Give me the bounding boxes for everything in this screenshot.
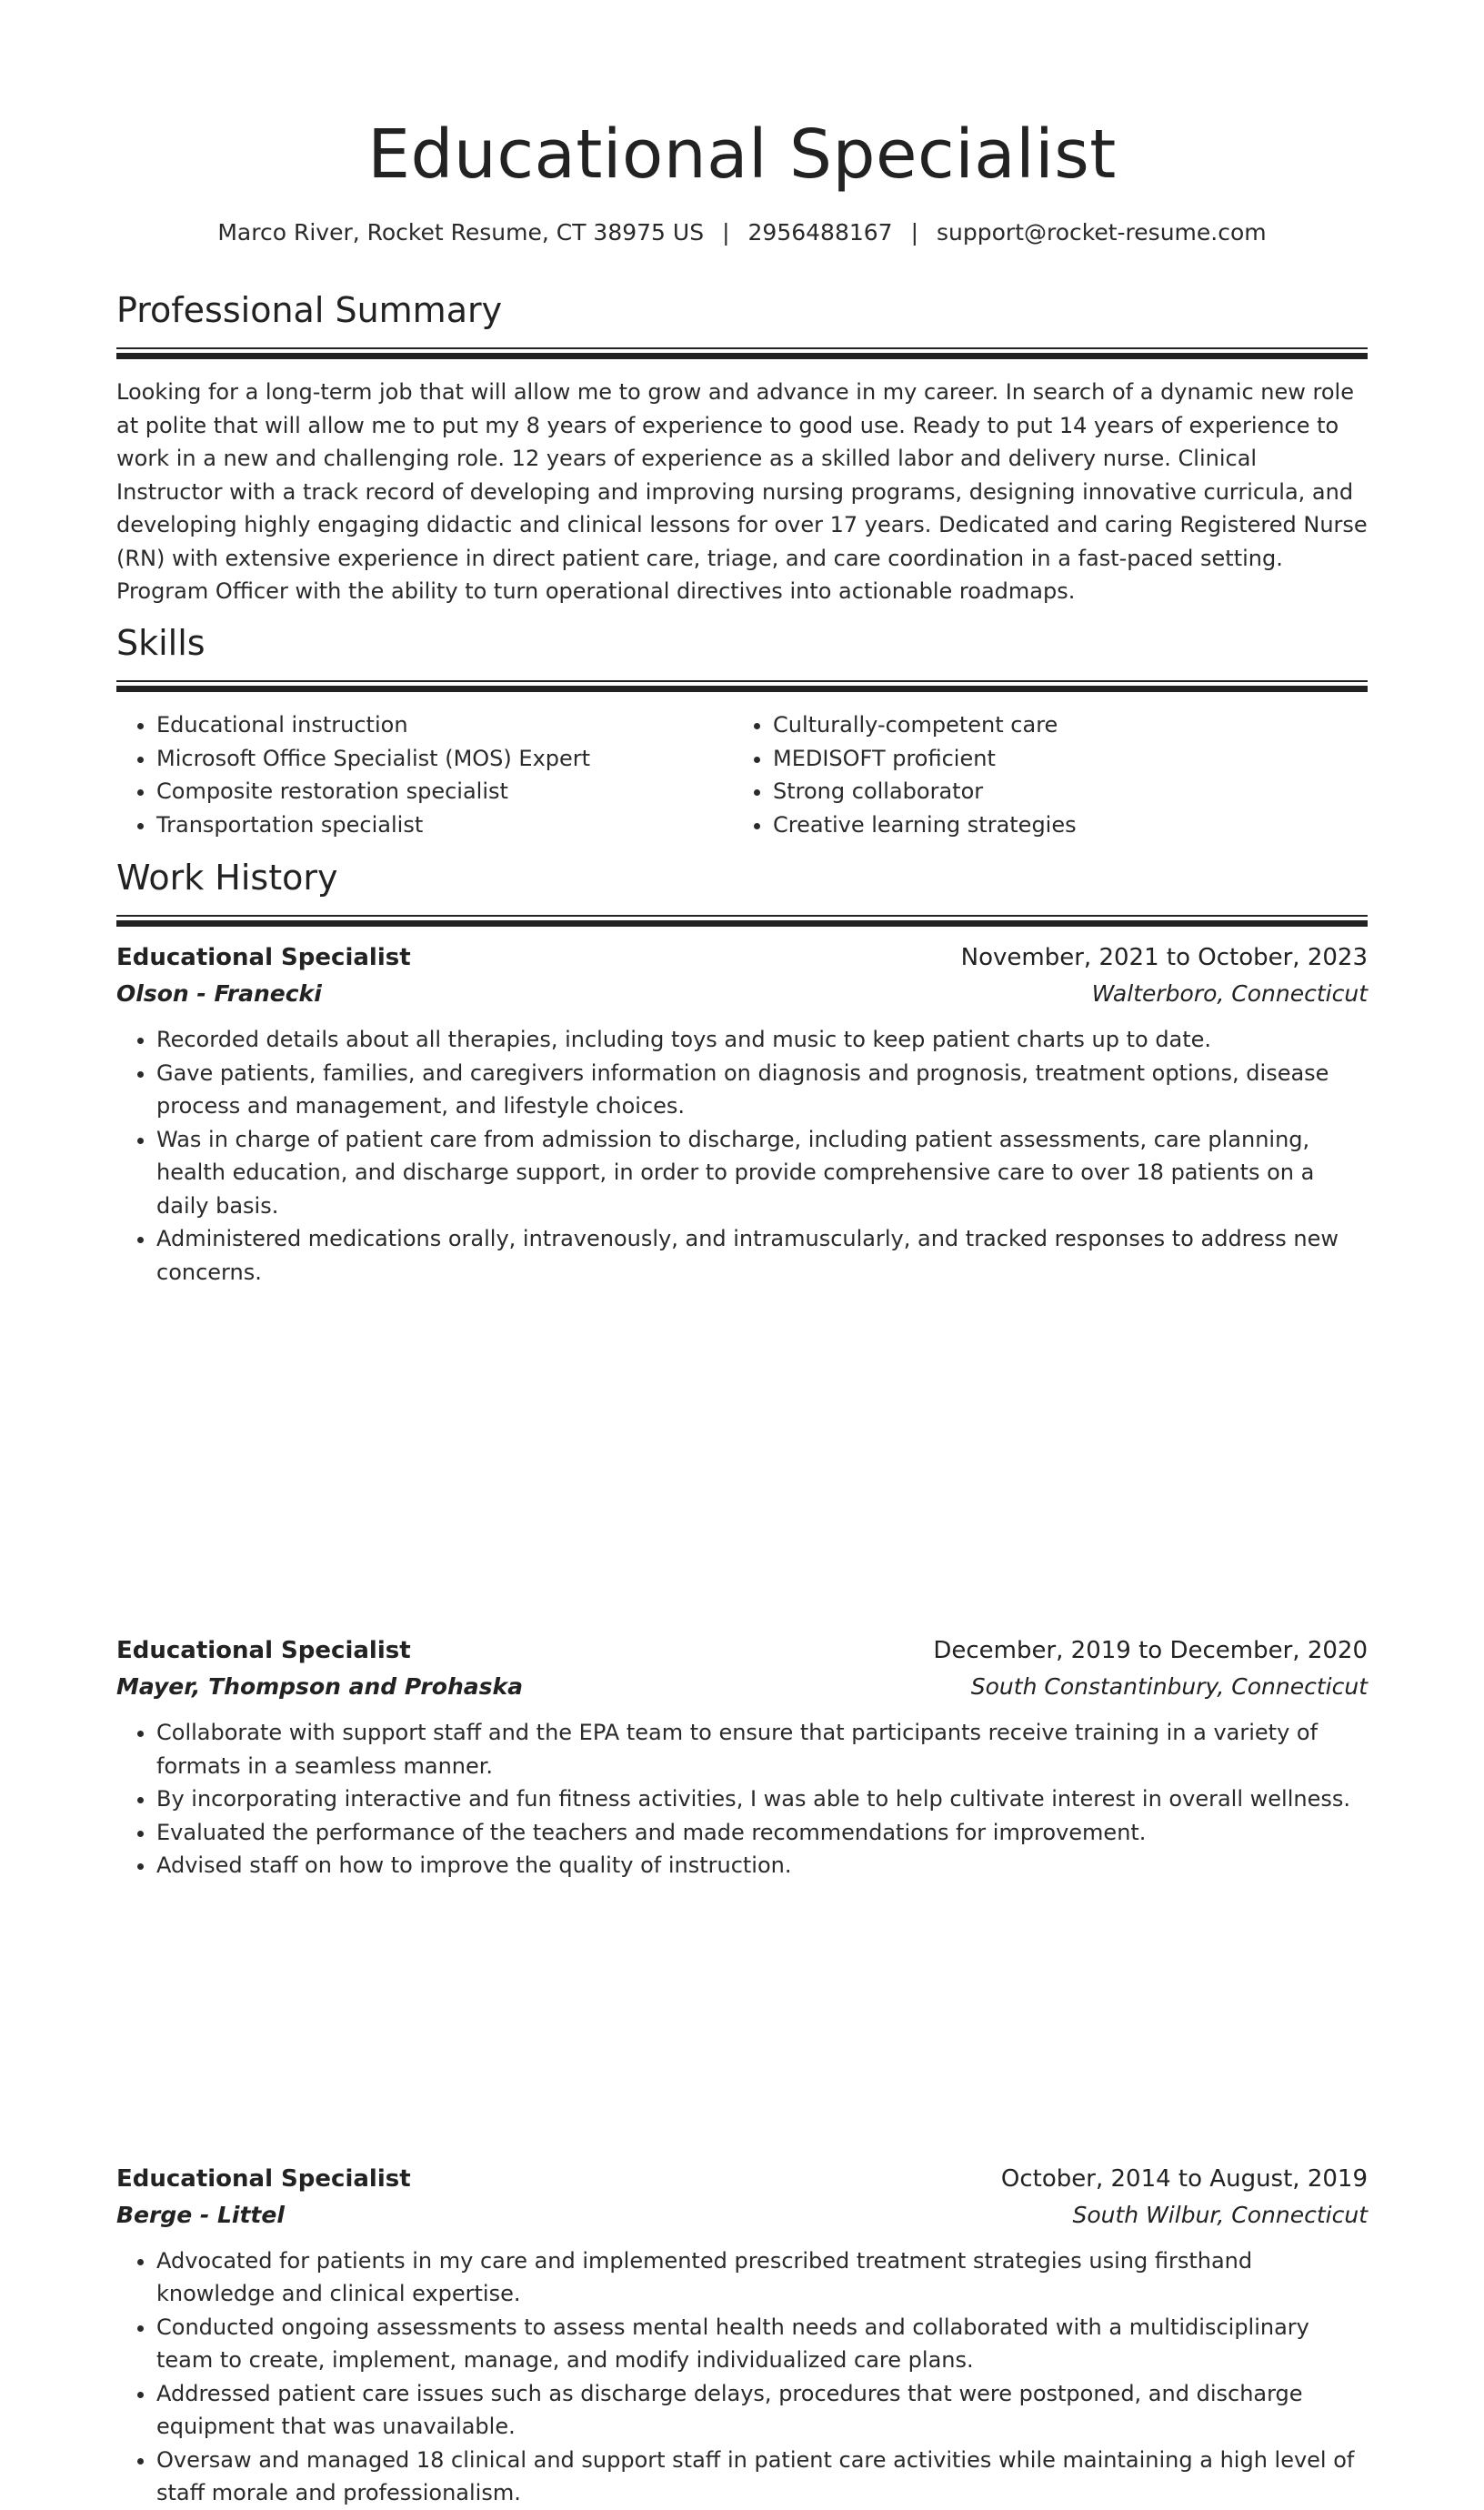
job-entry [116, 1632, 1368, 1882]
contact-line [116, 216, 1368, 249]
skill-item: • Culturally-competent care [773, 708, 1349, 742]
job-bullet: • Addressed patient care issues such as discharge delays, procedures that were postponed, and discharge equipment that was unavailable. [156, 2377, 1368, 2444]
job-subheader [116, 976, 1368, 1012]
skills-section [116, 620, 1368, 841]
job-header [116, 1632, 1368, 1669]
job-title: Educational Specialist [116, 1637, 411, 1664]
job-company: Berge - Littel [116, 2201, 285, 2228]
summary-section [116, 287, 1368, 608]
skill-item: • Educational instruction [156, 708, 733, 742]
summary-heading: Professional Summary [116, 290, 503, 330]
contact-address: Marco River, Rocket Resume, CT 38975 US [217, 219, 705, 246]
summary-text: Looking for a long-term job that will allow me to grow and advance in my career. In search of a dynamic new role at polite that will allow me to put my 8 years of experience to good use. Ready to put 14 years of experience to work in a new and challenging role. 12 years of experience as a skilled labor and delivery nurse. Clinical Instructor with a track record of developing and improving nursing programs, designing innovative curricula, and developing highly engaging didactic and clinical lessons for over 17 years. Dedicated and caring Registered Nurse (RN) with extensive experience in direct patient care, triage, and care coordination in a fast-paced setting. Program Officer with the ability to turn operational directives into actionable roadmaps. [116, 379, 1368, 604]
job-entry [116, 939, 1368, 1289]
job-entry [116, 2161, 1368, 2510]
job-dates: October, 2014 to August, 2019 [1000, 2164, 1368, 2193]
work-history-heading: Work History [116, 858, 338, 898]
section-divider [116, 680, 1368, 692]
job-title: Educational Specialist [116, 2164, 411, 2193]
job-bullets [116, 1023, 1368, 1289]
job-title: Educational Specialist [116, 944, 411, 971]
skill-item: • Transportation specialist [156, 808, 733, 842]
section-divider [116, 347, 1368, 359]
job-bullet: • Recorded details about all therapies, including toys and music to keep patient charts up to date. [156, 1023, 1368, 1057]
job-company: Olson - Franecki [116, 980, 322, 1007]
job-bullet: • Gave patients, families, and caregivers information on diagnosis and prognosis, treatment options, disease process and management, and lifestyle choices. [156, 1057, 1368, 1123]
job-bullet: • Evaluated the performance of the teachers and made recommendations for improvement. [156, 1816, 1368, 1850]
section-divider [116, 915, 1368, 927]
job-bullets [116, 1716, 1368, 1882]
job-bullet: • Was in charge of patient care from admission to discharge, including patient assessments, care planning, health education, and discharge support, in order to provide comprehensive care to over 18 patients on a daily basis. [156, 1123, 1368, 1223]
job-subheader [116, 1669, 1368, 1705]
skills-heading: Skills [116, 623, 206, 663]
contact-phone: 2956488167 [747, 219, 893, 246]
job-dates: December, 2019 to December, 2020 [933, 1637, 1368, 1664]
candidate-name: Educational Specialist [367, 115, 1117, 194]
job-bullet: • By incorporating interactive and fun fitness activities, I was able to help cultivate interest in overall wellness. [156, 1782, 1368, 1816]
skill-item: • Creative learning strategies [773, 808, 1349, 842]
job-bullet: • Conducted ongoing assessments to assess mental health needs and collaborated with a multidisciplinary team to create, implement, manage, and modify individualized care plans. [156, 2311, 1368, 2377]
contact-email[interactable]: support@rocket-resume.com [937, 219, 1267, 246]
job-bullet: • Advocated for patients in my care and implemented prescribed treatment strategies using firsthand knowledge and clinical expertise. [156, 2244, 1368, 2311]
job-bullet: • Advised staff on how to improve the quality of instruction. [156, 1849, 1368, 1882]
skill-item: • Composite restoration specialist [156, 775, 733, 808]
job-dates: November, 2021 to October, 2023 [960, 944, 1368, 971]
job-location: South Wilbur, Connecticut [1072, 2201, 1368, 2228]
skill-item: • Microsoft Office Specialist (MOS) Expert [156, 742, 733, 776]
work-history-section [116, 855, 1368, 943]
job-subheader [116, 2197, 1368, 2234]
job-bullet: • Collaborate with support staff and the EPA team to ensure that participants receive training in a variety of formats in a seamless manner. [156, 1716, 1368, 1782]
job-header [116, 2161, 1368, 2197]
job-location: South Constantinbury, Connecticut [970, 1673, 1368, 1700]
job-company: Mayer, Thompson and Prohaska [116, 1673, 523, 1700]
job-bullet: • Administered medications orally, intravenously, and intramuscularly, and tracked responses to address new concerns. [156, 1222, 1368, 1289]
skills-columns [116, 708, 1368, 841]
contact-separator: | [910, 219, 919, 246]
job-location: Walterboro, Connecticut [1091, 980, 1368, 1007]
skill-item: • MEDISOFT proficient [773, 742, 1349, 776]
skill-item: • Strong collaborator [773, 775, 1349, 808]
contact-separator: | [722, 219, 730, 246]
job-header [116, 939, 1368, 976]
skills-list-left [116, 708, 733, 841]
job-bullet: • Oversaw and managed 18 clinical and support staff in patient care activities while maintaining a high level of staff morale and professionalism. [156, 2444, 1368, 2510]
resume-page [116, 0, 1368, 2505]
skills-list-right [733, 708, 1349, 841]
job-bullets [116, 2244, 1368, 2510]
